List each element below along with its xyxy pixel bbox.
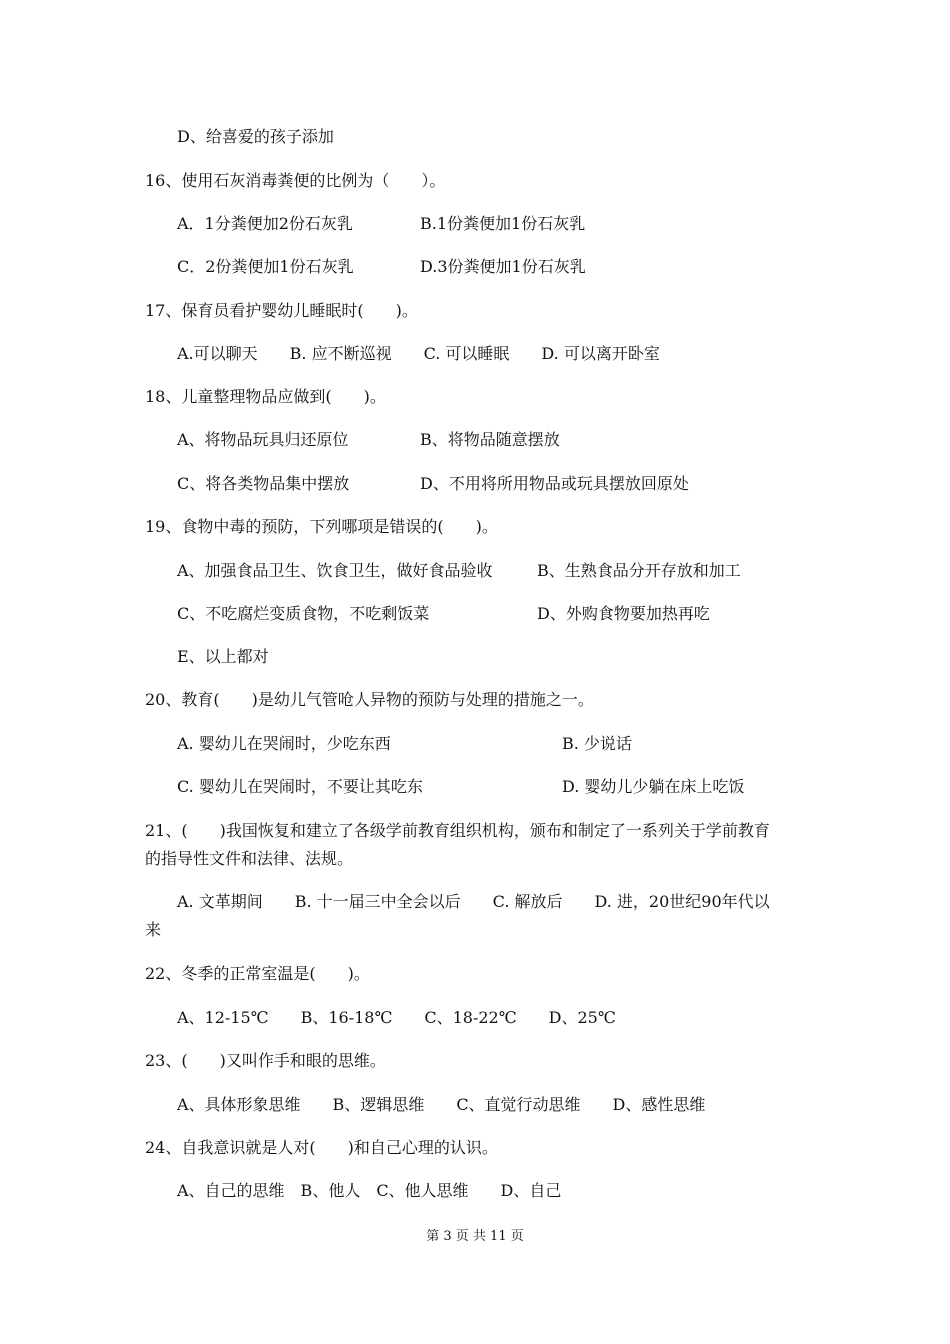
option-18-d: D、不用将所用物品或玩具摆放回原处 — [420, 474, 689, 493]
option-16-c: C．2份粪便加1份石灰乳 — [177, 257, 354, 276]
options-23: A、具体形象思维 B、逻辑思维 C、直觉行动思维 D、感性思维 — [177, 1095, 706, 1114]
option-16-a: A．1分粪便加2份石灰乳 — [177, 214, 353, 233]
option-18-b: B、将物品随意摆放 — [420, 430, 560, 449]
question-21: 21、( )我国恢复和建立了各级学前教育组织机构，颁布和制定了一系列关于学前教育 — [145, 821, 770, 840]
question-23: 23、( )又叫作手和眼的思维。 — [145, 1051, 386, 1070]
option-20-d: D. 婴幼儿少躺在床上吃饭 — [562, 777, 745, 796]
question-16: 16、使用石灰消毒粪便的比例为（ ）。 — [145, 171, 446, 190]
option-16-b: B.1份粪便加1份石灰乳 — [420, 214, 586, 233]
option-18-a: A、将物品玩具归还原位 — [177, 430, 349, 449]
option-20-b: B. 少说话 — [562, 734, 632, 753]
option-19-d: D、外购食物要加热再吃 — [537, 604, 710, 623]
page-footer: 第 3 页 共 11 页 — [426, 1229, 524, 1244]
options-21-cont: 来 — [145, 920, 162, 939]
options-22: A、12-15℃ B、16-18℃ C、18-22℃ D、25℃ — [177, 1008, 616, 1027]
option-20-c: C. 婴幼儿在哭闹时，不要让其吃东 — [177, 777, 423, 796]
options-17: A.可以聊天 B. 应不断巡视 C. 可以睡眠 D. 可以离开卧室 — [177, 344, 660, 363]
option-16-d: D.3份粪便加1份石灰乳 — [420, 257, 586, 276]
option-15-d: D、给喜爱的孩子添加 — [177, 127, 334, 146]
question-24: 24、自我意识就是人对( )和自己心理的认识。 — [145, 1138, 498, 1157]
question-18: 18、儿童整理物品应做到( )。 — [145, 387, 386, 406]
option-19-c: C、不吃腐烂变质食物，不吃剩饭菜 — [177, 604, 430, 623]
option-19-e: E、以上都对 — [177, 647, 269, 666]
question-22: 22、冬季的正常室温是( )。 — [145, 964, 370, 983]
question-17: 17、保育员看护婴幼儿睡眠时( )。 — [145, 301, 418, 320]
options-21: A. 文革期间 B. 十一届三中全会以后 C. 解放后 D. 进，20世纪90年代以 — [177, 892, 770, 911]
option-18-c: C、将各类物品集中摆放 — [177, 474, 350, 493]
question-21-cont: 的指导性文件和法律、法规。 — [145, 849, 354, 868]
question-20: 20、教育( )是幼儿气管呛人异物的预防与处理的措施之一。 — [145, 690, 594, 709]
option-19-b: B、生熟食品分开存放和加工 — [537, 561, 741, 580]
options-24: A、自己的思维 B、他人 C、他人思维 D、自己 — [177, 1181, 562, 1200]
question-19: 19、食物中毒的预防，下列哪项是错误的( )。 — [145, 517, 498, 536]
option-19-a: A、加强食品卫生、饮食卫生，做好食品验收 — [177, 561, 493, 580]
option-20-a: A. 婴幼儿在哭闹时，少吃东西 — [177, 734, 391, 753]
